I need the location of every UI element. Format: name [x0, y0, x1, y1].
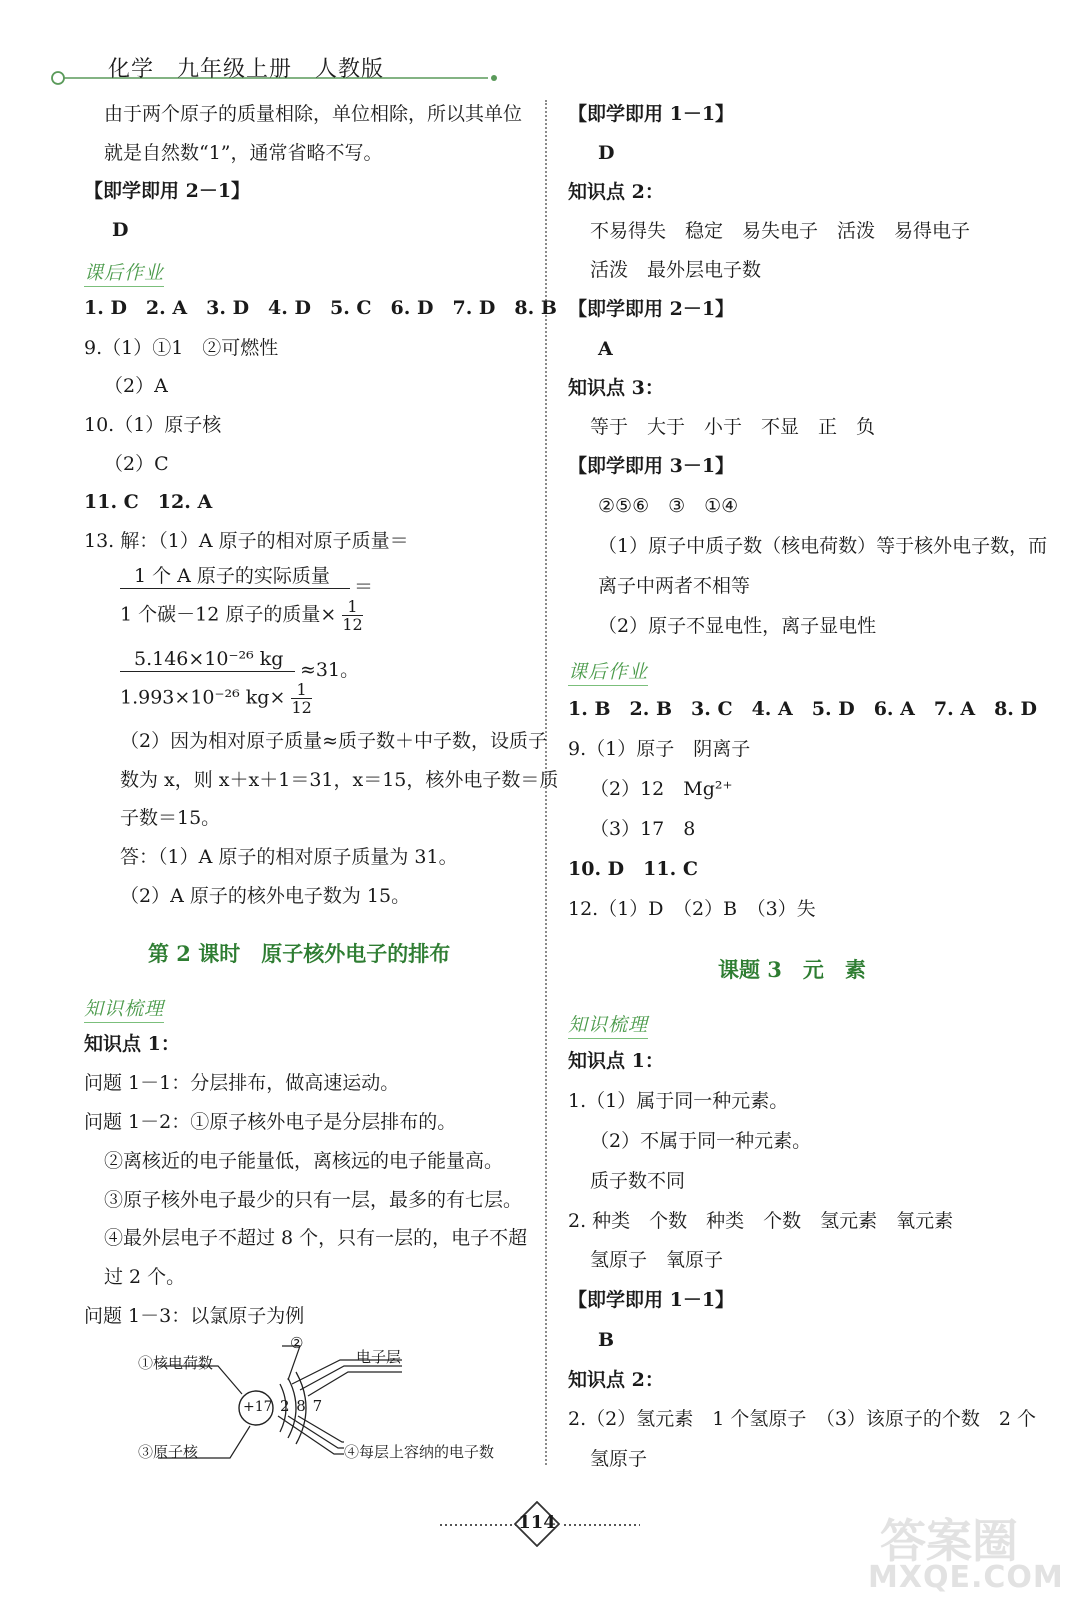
knowledge-point-label: 知识点 1： — [568, 1050, 664, 1072]
diagram-label-electron-count: ④每层上容纳的电子数 — [344, 1443, 495, 1461]
text-line: 数为 x，则 x＋x＋1＝31，x＝15，核外电子数＝质 — [120, 769, 559, 791]
practice-answer: A — [598, 338, 613, 360]
text-line: 过 2 个。 — [104, 1266, 186, 1288]
frac2-den-text: 1.993×10⁻²⁶ kg× — [120, 686, 286, 709]
homework-tag: 课后作业 — [84, 258, 164, 287]
fraction-1-tail: ＝ — [354, 576, 374, 598]
text-line: 答：（1）A 原子的相对原子质量为 31。 — [120, 846, 458, 868]
text-line: （1）原子中质子数（核电荷数）等于核外电子数，而 — [598, 535, 1048, 557]
text-line: 等于 大于 小于 不显 正 负 — [590, 416, 876, 438]
question-1-1: 问题 1－1：分层排布，做高速运动。 — [84, 1072, 400, 1094]
knowledge-point-label: 知识点 2： — [568, 1369, 664, 1391]
small-den: 12 — [291, 698, 312, 717]
fraction-2-numerator — [120, 647, 295, 672]
hw-answer-9c: （3）17 8 — [590, 818, 696, 840]
hw-answers-row: 1. D 2. A 3. D 4. D 5. C 6. D 7. D 8. B — [84, 297, 557, 319]
one-twelfth — [291, 681, 311, 716]
knowledge-tag: 知识梳理 — [568, 1010, 648, 1039]
small-num: 1 — [291, 681, 311, 699]
hw-answer-9b: （2）12 Mg²⁺ — [590, 778, 733, 800]
text-line: 子数＝15。 — [120, 807, 221, 829]
text-line: 质子数不同 — [590, 1170, 686, 1192]
small-den: 12 — [342, 615, 363, 634]
text-line: （2）不属于同一种元素。 — [590, 1130, 812, 1152]
hw-answer-12: 12.（1）D （2）B （3）失 — [568, 898, 816, 920]
practice-label: 【即学即用 2－1】 — [84, 180, 251, 202]
homework-tag: 课后作业 — [568, 657, 648, 686]
frac2-num-text: 5.146×10⁻²⁶ kg — [134, 648, 284, 670]
hw-answer-9b: （2）A — [104, 375, 168, 397]
diagram-label-2: ② — [290, 1334, 304, 1352]
practice-label: 【即学即用 3－1】 — [568, 455, 735, 477]
diagram-label-shell: 电子层 — [356, 1348, 402, 1366]
hw-answer-9a: 9.（1）①1 ②可燃性 — [84, 337, 279, 359]
text-line: ④最外层电子不超过 8 个，只有一层的，电子不超 — [104, 1227, 528, 1249]
question-1-3: 问题 1－3：以氯原子为例 — [84, 1305, 305, 1327]
text-line: 氢原子 — [590, 1448, 648, 1470]
text-line: 活泼 最外层电子数 — [590, 259, 762, 281]
text-line: 2.（2）氢元素 1 个氢原子 （3）该原子的个数 2 个 — [568, 1408, 1037, 1430]
lesson-title: 第 2 课时 原子核外电子的排布 — [148, 941, 451, 966]
text-line: 氢原子 氧原子 — [590, 1249, 724, 1271]
knowledge-point-label: 知识点 3： — [568, 377, 664, 399]
question-1-2: 问题 1－2：①原子核外电子是分层排布的。 — [84, 1111, 457, 1133]
fraction-2-tail: ≈31。 — [300, 659, 360, 681]
practice-label: 【即学即用 1－1】 — [568, 1289, 735, 1311]
nucleus-charge: +17 — [243, 1399, 273, 1415]
text-line: （2）原子不显电性，离子显电性 — [598, 615, 877, 637]
watermark-url: MXQE.COM — [868, 1560, 1064, 1595]
text-line: 1.（1）属于同一种元素。 — [568, 1090, 789, 1112]
hw-answer-13: 13. 解：（1）A 原子的相对原子质量＝ — [84, 530, 409, 552]
text-line: 2. 种类 个数 种类 个数 氢元素 氧元素 — [568, 1210, 954, 1232]
hw-answer-10b: （2）C — [104, 453, 169, 475]
hw-answer-10a: 10.（1）原子核 — [84, 414, 222, 436]
hw-answer-10: 10. D 11. C — [568, 858, 698, 880]
practice-answer: D — [112, 219, 129, 241]
shell-electrons: 2 8 7 — [280, 1397, 324, 1415]
page-number: 114 — [518, 1512, 556, 1533]
fraction-2-denominator — [120, 681, 312, 716]
knowledge-tag: 知识梳理 — [84, 994, 164, 1023]
hw-answer-11: 11. C 12. A — [84, 491, 213, 513]
hw-answer-9a: 9.（1）原子 阴离子 — [568, 738, 751, 760]
practice-answer: ②⑤⑥ ③ ①④ — [598, 495, 739, 517]
frac1-den-text: 1 个碳－12 原子的质量× — [120, 603, 337, 626]
text-line: ③原子核外电子最少的只有一层，最多的有七层。 — [104, 1189, 523, 1211]
fraction-1-numerator — [120, 564, 350, 589]
text-line: 不易得失 稳定 易失电子 活泼 易得电子 — [590, 220, 971, 242]
text-line: 由于两个原子的质量相除，单位相除，所以其单位 — [104, 103, 523, 125]
text-line: ②离核近的电子能量低，离核远的电子能量高。 — [104, 1150, 504, 1172]
one-twelfth — [342, 598, 362, 633]
lesson-title: 课题 3 元 素 — [718, 957, 866, 982]
text-line: （2）A 原子的核外电子数为 15。 — [120, 885, 411, 907]
hw-answers-row: 1. B 2. B 3. C 4. A 5. D 6. A 7. A 8. D — [568, 698, 1038, 720]
diagram-label-core-charge: ①核电荷数 — [138, 1354, 214, 1372]
header-title: 化学 九年级上册 人教版 — [108, 57, 385, 82]
practice-answer: B — [598, 1329, 615, 1351]
text-line: （2）因为相对原子质量≈质子数＋中子数，设质子 — [120, 730, 548, 752]
knowledge-point-label: 知识点 1： — [84, 1033, 180, 1055]
practice-label: 【即学即用 2－1】 — [568, 298, 735, 320]
diagram-label-nucleus: ③原子核 — [138, 1443, 199, 1461]
practice-answer: D — [598, 142, 615, 164]
watermark-logo: 答案圈 — [880, 1514, 1018, 1568]
practice-label: 【即学即用 1－1】 — [568, 103, 735, 125]
knowledge-point-label: 知识点 2： — [568, 181, 664, 203]
small-num: 1 — [342, 598, 362, 616]
text-line: 就是自然数“1”，通常省略不写。 — [104, 142, 383, 164]
fraction-1-denominator — [120, 598, 363, 633]
text-line: 离子中两者不相等 — [598, 575, 751, 597]
frac1-num-text: 1 个 A 原子的实际质量 — [134, 565, 330, 587]
